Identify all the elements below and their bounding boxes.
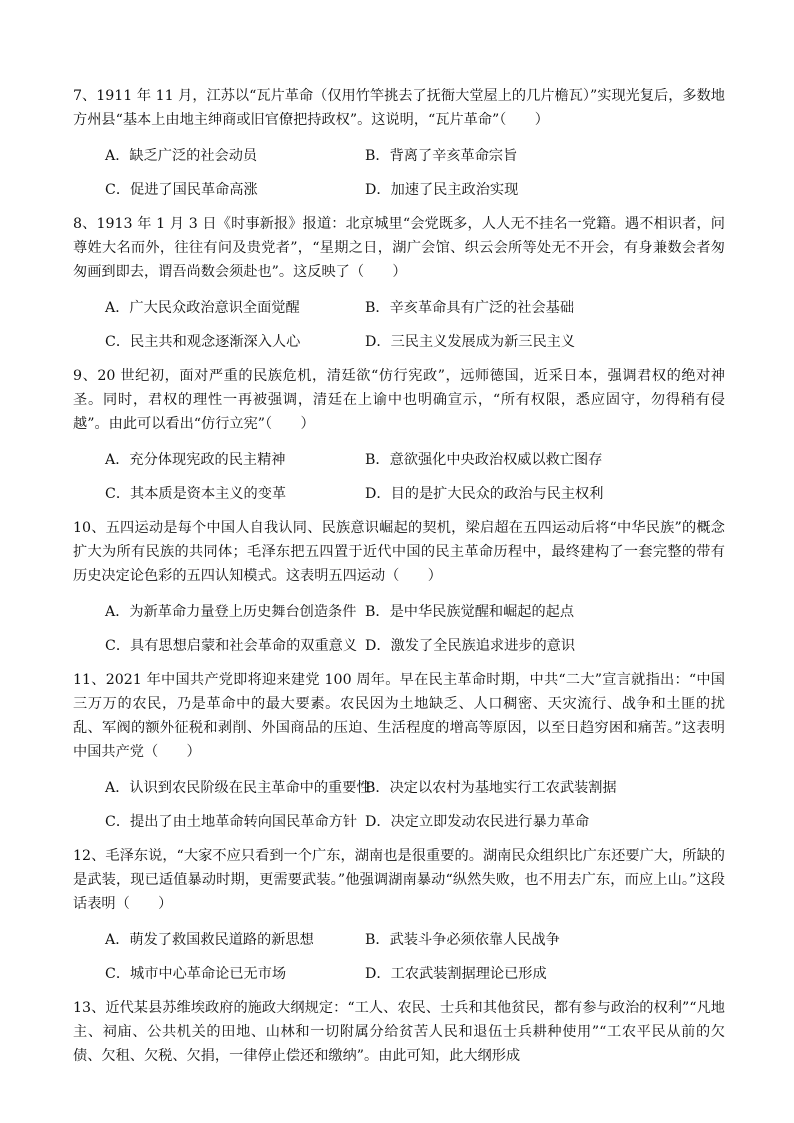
question-stem: 10、五四运动是每个中国人自我认同、民族意识崛起的契机，梁启超在五四运动后将“中华民族”的概念扩大为所有民族的共同体；毛泽东把五四置于近代中国的民主革命历程中，最终建构了一套完整的带有历史决定论色彩的五四认知模式。这表明五四运动（ ） — [73, 520, 725, 584]
option-d[interactable]: D．三民主义发展成为新三民主义 — [365, 334, 576, 350]
question-12 — [73, 844, 725, 990]
option-a[interactable]: A．萌发了救国救民道路的新思想 — [105, 932, 314, 948]
option-b[interactable]: B．武装斗争必须依靠人民战争 — [365, 932, 560, 948]
option-list — [73, 770, 725, 838]
option-c[interactable]: C．促进了国民革命高涨 — [105, 182, 258, 198]
option-b[interactable]: B．背离了辛亥革命宗旨 — [365, 148, 518, 164]
option-a[interactable]: A．为新革命力量登上历史舞台创造条件 — [105, 604, 357, 620]
option-b[interactable]: B．辛亥革命具有广泛的社会基础 — [365, 300, 575, 316]
option-list — [73, 442, 725, 510]
question-8 — [73, 212, 725, 358]
option-d[interactable]: D．激发了全民族追求进步的意识 — [365, 638, 576, 654]
option-b[interactable]: B．决定以农村为基地实行工农武装割据 — [365, 780, 617, 796]
question-10 — [73, 516, 725, 662]
question-13 — [73, 996, 725, 1068]
option-b[interactable]: B．意欲强化中央政治权威以救亡图存 — [365, 452, 603, 468]
question-stem: 7、1911 年 11 月，江苏以“瓦片革命（仅用竹竿挑去了抚衙大堂屋上的几片檐瓦）”实现光复后，多数地方州县“基本上由地主绅商或旧官僚把持政权”。这说明，“瓦片革命”（ ） — [73, 88, 725, 128]
option-list — [73, 138, 725, 206]
option-a[interactable]: A．缺乏广泛的社会动员 — [105, 148, 258, 164]
option-a[interactable]: A．广大民众政治意识全面觉醒 — [105, 300, 300, 316]
option-list — [73, 922, 725, 990]
option-a[interactable]: A．充分体现宪政的民主精神 — [105, 452, 286, 468]
option-c[interactable]: C．城市中心革命论已无市场 — [105, 966, 287, 982]
option-c[interactable]: C．具有思想启蒙和社会革命的双重意义 — [105, 638, 358, 654]
question-stem: 11、2021 年中国共产党即将迎来建党 100 周年。早在民主革命时期，中共“二大”宣言就指出：“中国三万万的农民，乃是革命中的最大要素。农民因为土地缺乏、人口稠密、天灾流行、战争和土匪的扰乱、军阀的额外征税和剥削、外国商品的压迫、生活程度的增高等原因，以至日趋穷困和痛苦。”这表明中国共产党（ ） — [73, 672, 725, 760]
option-d[interactable]: D．目的是扩大民众的政治与民主权利 — [365, 486, 604, 502]
question-stem: 12、毛泽东说，“大家不应只看到一个广东，湖南也是很重要的。湖南民众组织比广东还要广大，所缺的是武装，现已适值暴动时期，更需要武装。”他强调湖南暴动“纵然失败，也不用去广东，而应上山。”这段话表明（ ） — [73, 848, 725, 912]
option-d[interactable]: D．决定立即发动农民进行暴力革命 — [365, 814, 590, 830]
option-c[interactable]: C．其本质是资本主义的变革 — [105, 486, 287, 502]
option-list — [73, 290, 725, 358]
option-a[interactable]: A．认识到农民阶级在民主革命中的重要性 — [105, 780, 371, 796]
question-stem: 9、20 世纪初，面对严重的民族危机，清廷欲“仿行宪政”，远师德国，近采日本，强调君权的绝对神圣。同时，君权的理性一再被强调，清廷在上谕中也明确宣示，“所有权限，悉应固守，勿得稍有侵越”。由此可以看出“仿行立宪”（ ） — [73, 368, 725, 432]
option-c[interactable]: C．提出了由土地革命转向国民革命方针 — [105, 814, 358, 830]
question-11 — [73, 668, 725, 838]
question-9 — [73, 364, 725, 510]
option-c[interactable]: C．民主共和观念逐渐深入人心 — [105, 334, 301, 350]
option-list — [73, 594, 725, 662]
option-d[interactable]: D．加速了民主政治实现 — [365, 182, 519, 198]
option-d[interactable]: D．工农武装割据理论已形成 — [365, 966, 547, 982]
question-list — [73, 84, 725, 1068]
question-stem: 13、近代某县苏维埃政府的施政大纲规定：“工人、农民、士兵和其他贫民，都有参与政治的权利”“凡地主、祠庙、公共机关的田地、山林和一切附属分给贫苦人民和退伍士兵耕种使用”“工农平民从前的欠债、欠租、欠税、欠捐，一律停止偿还和缴纳”。由此可知，此大纲形成 — [73, 1000, 725, 1064]
question-7 — [73, 84, 725, 206]
question-stem: 8、1913 年 1 月 3 日《时事新报》报道：北京城里“会党既多，人人无不挂名一党籍。遇不相识者，问尊姓大名而外，往往有问及贵党者”，“星期之日，湖广会馆、织云会所等处无不开会，有身兼数会者匆匆画到即去，谓吾尚数会须赴也”。这反映了（ ） — [73, 216, 725, 280]
option-b[interactable]: B．是中华民族觉醒和崛起的起点 — [365, 604, 575, 620]
